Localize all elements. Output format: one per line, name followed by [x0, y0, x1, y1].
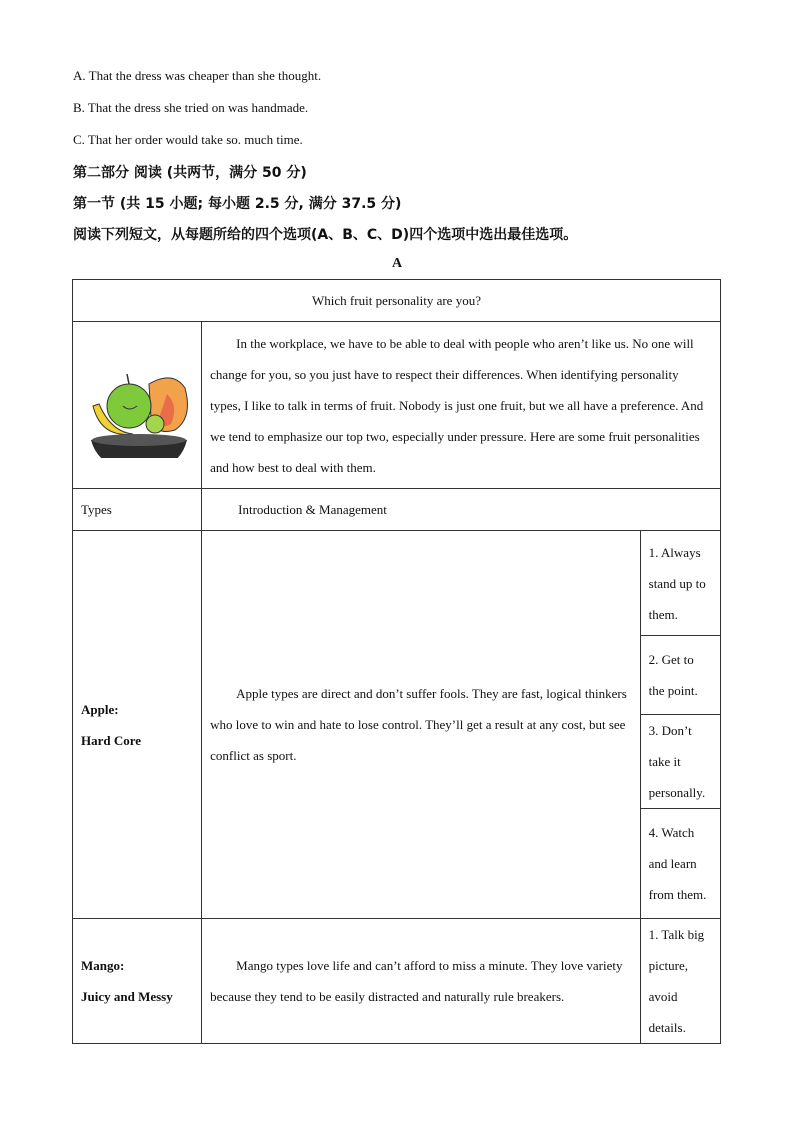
col-types-header: Types	[73, 489, 202, 531]
apple-sub: Hard Core	[81, 732, 142, 748]
section-heading: 第一节 (共 15 小题; 每小题 2.5 分, 满分 37.5 分)	[73, 196, 402, 212]
apple-desc: Apple types are direct and don’t suffer fools. They are fast, logical thinkers who love to win and hate to lose control. They’ll get a result at any cost, but see conflict as sport.	[210, 686, 627, 763]
option-c: C. That her order would take so. much time.	[73, 132, 303, 147]
apple-type-cell	[73, 531, 202, 919]
mango-name: Mango:	[81, 958, 125, 973]
apple-tip-1: 1. Always stand up to them.	[648, 544, 706, 622]
intro-paragraph: In the workplace, we have to be able to deal with people who aren’t like us. No one will change for you, so you just have to respect their differences. When identifying personality types, I like to talk in terms of fruit. Nobody is just one fruit, but we all have a preference. And we tend to emphasize our top two, especially under pressure. Here are some fruit personalities and how best to deal with them.	[210, 335, 704, 475]
fruit-bowl-cell	[73, 322, 202, 489]
apple-tip-3: 3. Don’t take it personally.	[648, 723, 706, 800]
apple-tip-2: 2. Get to the point.	[648, 652, 698, 698]
mango-tip-1: 1. Talk big picture, avoid details.	[648, 927, 705, 1035]
mango-desc-cell	[202, 919, 640, 1044]
instruction: 阅读下列短文，从每题所给的四个选项(A、B、C、D)四个选项中选出最佳选项。	[73, 227, 578, 243]
apple-name: Apple:	[81, 701, 119, 717]
apple-tip-4: 4. Watch and learn from them.	[648, 825, 707, 902]
part-heading: 第二部分 阅读 (共两节，满分 50 分)	[73, 165, 307, 181]
fruit-table	[72, 279, 721, 1044]
fruit-bowl-image	[83, 348, 191, 458]
passage-letter: A	[391, 256, 403, 271]
option-b: B. That the dress she tried on was handmade.	[73, 100, 309, 115]
mango-type-cell	[73, 919, 202, 1044]
table-title: Which fruit personality are you?	[73, 280, 721, 322]
col-intro-header: Introduction & Management	[202, 489, 721, 531]
option-a: A. That the dress was cheaper than she thought.	[73, 68, 322, 83]
mango-desc: Mango types love life and can’t afford to miss a minute. They love variety because they tend to be easily distracted and naturally rule breakers.	[210, 958, 623, 1004]
apple-desc-cell	[202, 531, 640, 919]
mango-sub: Juicy and Messy	[81, 989, 173, 1004]
